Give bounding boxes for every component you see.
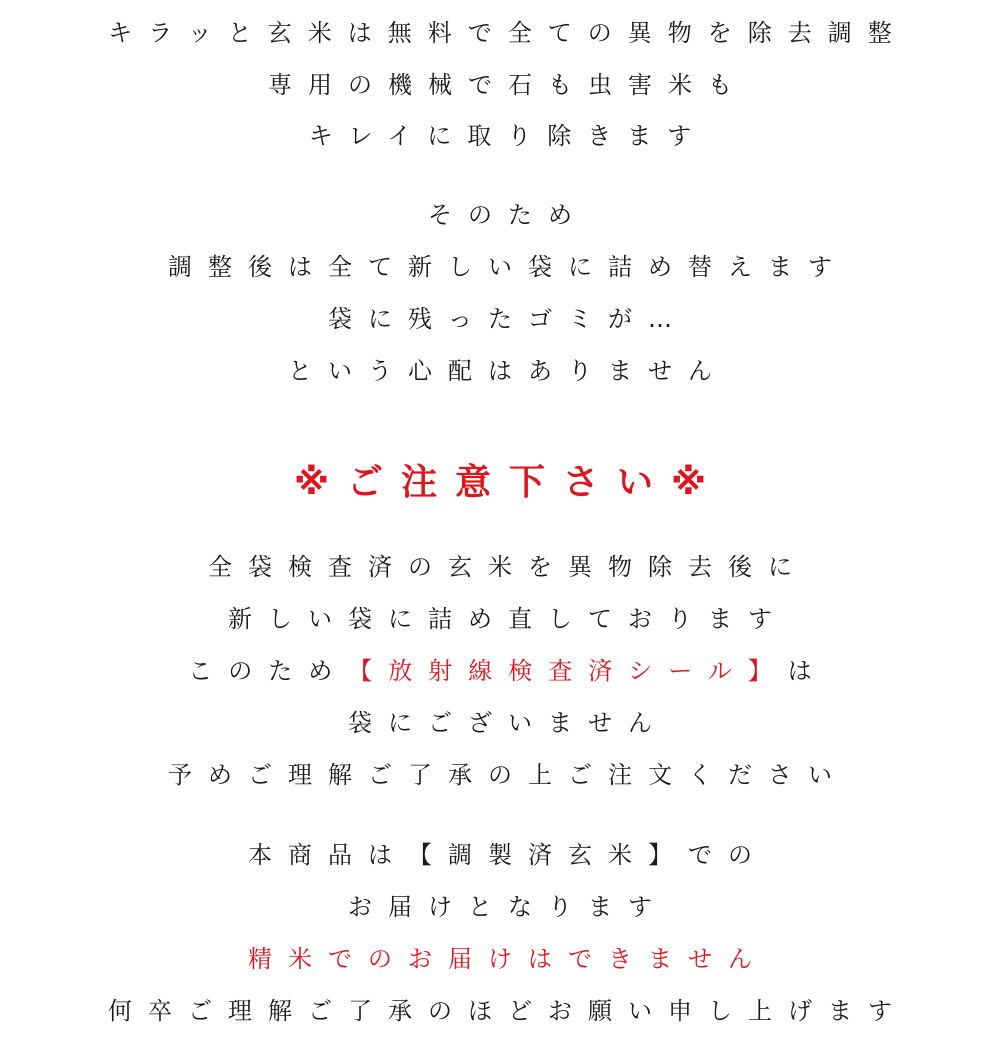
reason-line-3: 袋に残ったゴミが… <box>328 305 688 333</box>
product-closing-line: 何卒ご理解ご了承のほどお願い申し上げます <box>108 997 908 1025</box>
notice-line-5: 予めご理解ご了承の上ご注文ください <box>168 761 848 789</box>
notice-line-3-after: は <box>787 657 828 685</box>
reason-line-2: 調整後は全て新しい袋に詰め替えます <box>168 253 848 281</box>
intro-line-2: 専用の機械で石も虫害米も <box>268 71 748 99</box>
intro-line-3: キレイに取り除きます <box>308 122 708 150</box>
notice-line-1: 全袋検査済の玄米を異物除去後に <box>208 553 808 581</box>
reason-line-1: そのため <box>428 201 588 229</box>
product-warning-line: 精米でのお届けはできません <box>248 945 768 973</box>
product-line-1: 本商品は【調製済玄米】での <box>248 841 768 869</box>
notice-line-3-before: このため <box>188 657 349 685</box>
reason-line-4: という心配はありません <box>288 357 728 385</box>
product-line-2: お届けとなります <box>348 893 668 921</box>
notice-line-2: 新しい袋に詰め直しております <box>228 605 788 633</box>
intro-line-1: キラッと玄米は無料で全ての異物を除去調整 <box>108 19 908 47</box>
notice-heading: ※ご注意下さい※ <box>294 462 724 503</box>
notice-line-4: 袋にございません <box>348 709 668 737</box>
radiation-seal-highlight: 【放射線検査済シール】 <box>348 657 788 685</box>
notice-line-3 <box>0 654 1000 688</box>
